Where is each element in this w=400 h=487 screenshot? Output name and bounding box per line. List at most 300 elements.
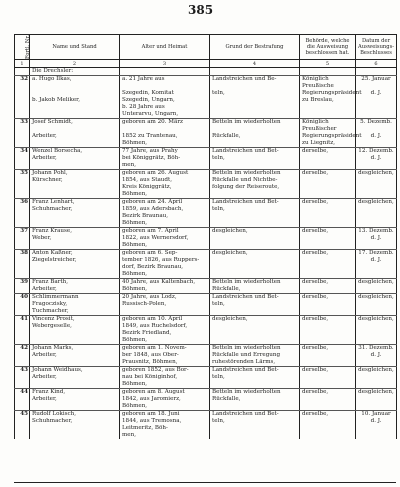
entry-number: 38 bbox=[15, 250, 30, 258]
table-row bbox=[15, 104, 397, 111]
entry-date: desgleichen, bbox=[356, 316, 397, 324]
entry-reason: Landstreichen und Bet- bbox=[210, 148, 300, 156]
entry-number bbox=[15, 374, 30, 381]
entry-date bbox=[356, 337, 397, 345]
table-row bbox=[15, 352, 397, 359]
entry-origin: Russisch-Polen, bbox=[120, 301, 210, 308]
entry-authority: derselbe, bbox=[300, 250, 356, 258]
entry-reason bbox=[210, 140, 300, 148]
table-row bbox=[15, 337, 397, 345]
entry-reason bbox=[210, 111, 300, 119]
entry-date: desgleichen, bbox=[356, 389, 397, 397]
table-row bbox=[15, 418, 397, 425]
entry-name bbox=[30, 111, 120, 119]
entry-name: Schlimmermann bbox=[30, 294, 120, 302]
entry-reason bbox=[210, 381, 300, 389]
entry-date: d. J. bbox=[356, 418, 397, 425]
table-row bbox=[15, 90, 397, 97]
entry-origin: a. 21 Jahre aus bbox=[120, 76, 210, 91]
entry-authority bbox=[300, 220, 356, 228]
entry-date bbox=[356, 330, 397, 337]
entry-reason: Landstreichen und Bet- bbox=[210, 294, 300, 302]
entry-date bbox=[356, 68, 397, 76]
entry-authority bbox=[300, 381, 356, 389]
entry-date: 5. Dezemb. bbox=[356, 119, 397, 134]
entry-number: 37 bbox=[15, 228, 30, 236]
entry-reason bbox=[210, 242, 300, 250]
entry-name bbox=[30, 104, 120, 111]
entry-name: Schuhmacher, bbox=[30, 418, 120, 425]
entry-name: Vincenz Prosit, bbox=[30, 316, 120, 324]
entry-name: Webergeselle, bbox=[30, 323, 120, 330]
table-row bbox=[15, 140, 397, 148]
entry-origin: Unterarvu, Ungarn, bbox=[120, 111, 210, 119]
entry-date bbox=[356, 220, 397, 228]
entry-number: 41 bbox=[15, 316, 30, 324]
entry-authority: derselbe, bbox=[300, 294, 356, 302]
entry-name: Wenzel Borsecha, bbox=[30, 148, 120, 156]
entry-name bbox=[30, 403, 120, 411]
entry-number bbox=[15, 68, 30, 76]
entry-date: 13. Dezemb. bbox=[356, 228, 397, 236]
entry-name: Franz Lenhart, bbox=[30, 199, 120, 207]
entry-date bbox=[356, 213, 397, 220]
entry-authority bbox=[300, 374, 356, 381]
entry-authority bbox=[300, 68, 356, 76]
table-row bbox=[15, 316, 397, 324]
entry-name: Weber, bbox=[30, 235, 120, 242]
entry-number bbox=[15, 191, 30, 199]
entry-number bbox=[15, 271, 30, 279]
entry-reason: Rückfalle, bbox=[210, 133, 300, 140]
entry-reason: Rückfalle, bbox=[210, 396, 300, 403]
entry-date bbox=[356, 140, 397, 148]
header-name: Name und Stand bbox=[30, 35, 120, 60]
entry-date bbox=[356, 359, 397, 367]
entry-origin: geboren am 26. August bbox=[120, 170, 210, 178]
entry-authority bbox=[300, 191, 356, 199]
entry-reason bbox=[210, 235, 300, 242]
entry-name bbox=[30, 162, 120, 170]
table-row bbox=[15, 133, 397, 140]
entry-number bbox=[15, 301, 30, 308]
entry-date: d. J. bbox=[356, 133, 397, 140]
expulsion-register-table bbox=[14, 34, 397, 439]
entry-origin: Böhmen, bbox=[120, 271, 210, 279]
table-row bbox=[15, 286, 397, 294]
header-authority: Behörde, welche die Ausweisung beschlossen hat. bbox=[300, 35, 356, 60]
entry-name bbox=[30, 242, 120, 250]
entry-authority bbox=[300, 425, 356, 432]
entry-number bbox=[15, 352, 30, 359]
table-row bbox=[15, 97, 397, 104]
column-number: 1 bbox=[15, 60, 30, 68]
entry-date bbox=[356, 308, 397, 316]
entry-number bbox=[15, 396, 30, 403]
entry-origin: geboren am 20. März bbox=[120, 119, 210, 134]
entry-origin: tember 1826, aus Ruppers- bbox=[120, 257, 210, 264]
entry-date: d. J. bbox=[356, 235, 397, 242]
table-row bbox=[15, 330, 397, 337]
entry-number bbox=[15, 381, 30, 389]
entry-reason: teln, bbox=[210, 374, 300, 381]
entry-number: 34 bbox=[15, 148, 30, 156]
entry-date bbox=[356, 432, 397, 439]
header-origin: Alter und Heimat bbox=[120, 35, 210, 60]
entry-authority bbox=[300, 162, 356, 170]
header-date: Datum der Ausweisungs-Beschlusses bbox=[356, 35, 397, 60]
entry-date: desgleichen, bbox=[356, 294, 397, 302]
entry-name bbox=[30, 90, 120, 97]
entry-number bbox=[15, 90, 30, 97]
entry-reason: teln, bbox=[210, 418, 300, 425]
entry-reason: Landstreichen und Be- bbox=[210, 76, 300, 91]
table-row bbox=[15, 199, 397, 207]
entry-number: 44 bbox=[15, 389, 30, 397]
entry-name bbox=[30, 184, 120, 191]
entry-name: Josef Schmidt, bbox=[30, 119, 120, 134]
table-row bbox=[15, 367, 397, 375]
entry-authority bbox=[300, 111, 356, 119]
entry-reason bbox=[210, 220, 300, 228]
entry-number: 43 bbox=[15, 367, 30, 375]
entry-date: 12. Dezemb. bbox=[356, 148, 397, 156]
entry-authority bbox=[300, 352, 356, 359]
entry-name bbox=[30, 140, 120, 148]
entry-authority bbox=[300, 337, 356, 345]
entry-origin: geboren am 6. Sep- bbox=[120, 250, 210, 258]
entry-reason bbox=[210, 425, 300, 432]
entry-reason: teln, bbox=[210, 206, 300, 213]
table-row bbox=[15, 184, 397, 191]
entry-date: d. J. bbox=[356, 352, 397, 359]
entry-authority: Königlich Preußischer bbox=[300, 119, 356, 134]
entry-origin: Prausnitz, Böhmen, bbox=[120, 359, 210, 367]
entry-reason bbox=[210, 191, 300, 199]
entry-number: 45 bbox=[15, 411, 30, 419]
entry-authority bbox=[300, 286, 356, 294]
entry-origin: Böhmen, bbox=[120, 140, 210, 148]
entry-number: 42 bbox=[15, 345, 30, 353]
entry-reason bbox=[210, 257, 300, 264]
entry-reason: Betteln im wiederholten bbox=[210, 345, 300, 353]
entry-authority: derselbe, bbox=[300, 389, 356, 397]
entry-origin: Böhmen, bbox=[120, 381, 210, 389]
entry-reason bbox=[210, 213, 300, 220]
entry-reason: Landstreichen und Bet- bbox=[210, 367, 300, 375]
table-row bbox=[15, 119, 397, 134]
table-row bbox=[15, 162, 397, 170]
entry-reason: teln, bbox=[210, 90, 300, 97]
entry-reason bbox=[210, 68, 300, 76]
table-row bbox=[15, 111, 397, 119]
page-number: 385 bbox=[188, 3, 214, 17]
table-row bbox=[15, 213, 397, 220]
entry-name: Franz Barth, bbox=[30, 279, 120, 287]
entry-number bbox=[15, 308, 30, 316]
entry-origin: Bezirk Friedland, bbox=[120, 330, 210, 337]
entry-authority bbox=[300, 271, 356, 279]
entry-number bbox=[15, 184, 30, 191]
entry-authority bbox=[300, 308, 356, 316]
table-row bbox=[15, 323, 397, 330]
entry-number bbox=[15, 104, 30, 111]
entry-reason bbox=[210, 97, 300, 104]
column-number: 6 bbox=[356, 60, 397, 68]
entry-date bbox=[356, 396, 397, 403]
entry-number bbox=[15, 286, 30, 294]
entry-origin: 20 Jahre, aus Lodz, bbox=[120, 294, 210, 302]
table-row bbox=[15, 432, 397, 439]
entry-date bbox=[356, 242, 397, 250]
entry-number: 32 bbox=[15, 76, 30, 91]
table-body bbox=[15, 68, 397, 440]
entry-name: Johann Marks, bbox=[30, 345, 120, 353]
table-row bbox=[15, 170, 397, 178]
table-row bbox=[15, 374, 397, 381]
table-row bbox=[15, 68, 397, 76]
entry-origin: men, bbox=[120, 162, 210, 170]
entry-number bbox=[15, 213, 30, 220]
entry-number bbox=[15, 264, 30, 271]
entry-name bbox=[30, 359, 120, 367]
entry-origin: 1849, aus Ruchelsdorf, bbox=[120, 323, 210, 330]
entry-name bbox=[30, 220, 120, 228]
entry-authority bbox=[300, 104, 356, 111]
table-row bbox=[15, 76, 397, 91]
table-row bbox=[15, 308, 397, 316]
entry-number bbox=[15, 257, 30, 264]
column-number: 4 bbox=[210, 60, 300, 68]
entry-date: d. J. bbox=[356, 90, 397, 97]
entry-authority: derselbe, bbox=[300, 170, 356, 178]
entry-authority bbox=[300, 184, 356, 191]
entry-reason bbox=[210, 308, 300, 316]
entry-origin: Böhmen, bbox=[120, 220, 210, 228]
header-nr: Fortl. Nr. bbox=[15, 35, 30, 60]
entry-date bbox=[356, 374, 397, 381]
entry-reason bbox=[210, 104, 300, 111]
entry-origin bbox=[120, 68, 210, 76]
entry-origin: ber 1848, aus Ober- bbox=[120, 352, 210, 359]
entry-number bbox=[15, 418, 30, 425]
entry-authority bbox=[300, 432, 356, 439]
entry-origin: geboren am 8. August bbox=[120, 389, 210, 397]
entry-origin: men, bbox=[120, 432, 210, 439]
entry-date: 31. Dezemb. bbox=[356, 345, 397, 353]
entry-name: Arbeiter, bbox=[30, 133, 120, 140]
entry-name bbox=[30, 432, 120, 439]
table-row bbox=[15, 381, 397, 389]
table-row bbox=[15, 235, 397, 242]
entry-authority: zu Liegnitz, bbox=[300, 140, 356, 148]
entry-date: d. J. bbox=[356, 257, 397, 264]
table-row bbox=[15, 411, 397, 419]
entry-reason: Rückfalle und Erregung bbox=[210, 352, 300, 359]
table-row bbox=[15, 403, 397, 411]
entry-date bbox=[356, 184, 397, 191]
entry-name: a. Hugo Ilkas, bbox=[30, 76, 120, 91]
entry-origin: geboren am 7. April bbox=[120, 228, 210, 236]
table-row bbox=[15, 279, 397, 287]
entry-number bbox=[15, 242, 30, 250]
entry-reason: ruhestörenden Lärms, bbox=[210, 359, 300, 367]
entry-reason bbox=[210, 323, 300, 330]
entry-name: Fragoczisky, bbox=[30, 301, 120, 308]
entry-origin: geboren am 24. April bbox=[120, 199, 210, 207]
entry-origin: 1852 zu Trantenau, bbox=[120, 133, 210, 140]
table-row bbox=[15, 250, 397, 258]
column-number: 2 bbox=[30, 60, 120, 68]
entry-reason: Betteln im wiederholten bbox=[210, 279, 300, 287]
table-row bbox=[15, 301, 397, 308]
entry-number bbox=[15, 162, 30, 170]
entry-authority bbox=[300, 359, 356, 367]
entry-reason: Landstreichen und Bet- bbox=[210, 199, 300, 207]
entry-authority: Regierungspräsident bbox=[300, 133, 356, 140]
entry-origin: geboren am 10. April bbox=[120, 316, 210, 324]
entry-reason bbox=[210, 432, 300, 439]
entry-authority: Regierungspräsident bbox=[300, 90, 356, 97]
entry-authority: Königlich Preußische bbox=[300, 76, 356, 91]
entry-reason bbox=[210, 264, 300, 271]
entry-number bbox=[15, 330, 30, 337]
entry-authority bbox=[300, 330, 356, 337]
table-row bbox=[15, 425, 397, 432]
entry-authority: derselbe, bbox=[300, 199, 356, 207]
entry-authority: derselbe, bbox=[300, 345, 356, 353]
entry-reason bbox=[210, 337, 300, 345]
entry-name bbox=[30, 213, 120, 220]
entry-authority bbox=[300, 403, 356, 411]
entry-name: Schuhmacher, bbox=[30, 206, 120, 213]
entry-number bbox=[15, 359, 30, 367]
entry-number bbox=[15, 403, 30, 411]
entry-name: Franz Kind, bbox=[30, 389, 120, 397]
entry-origin: 1842, aus Jaromierz, bbox=[120, 396, 210, 403]
entry-origin: b. 28 Jahre aus bbox=[120, 104, 210, 111]
entry-origin: 1854, aus Staudt, bbox=[120, 177, 210, 184]
entry-reason: Rückfalle, bbox=[210, 286, 300, 294]
entry-date bbox=[356, 177, 397, 184]
table-bottom-rule bbox=[14, 482, 396, 483]
entry-origin: bei Königgrätz, Böh- bbox=[120, 155, 210, 162]
entry-name: Johann Pohl, bbox=[30, 170, 120, 178]
entry-date: desgleichen, bbox=[356, 199, 397, 207]
entry-origin: nau bei Königinhof, bbox=[120, 374, 210, 381]
entry-name: Rudolf Lokisch, bbox=[30, 411, 120, 419]
table-row bbox=[15, 389, 397, 397]
entry-name: Arbeiter, bbox=[30, 396, 120, 403]
entry-reason: Landstreichen und Bet- bbox=[210, 411, 300, 419]
entry-date bbox=[356, 264, 397, 271]
entry-name: Tuchmacher, bbox=[30, 308, 120, 316]
entry-date: 25. Januar bbox=[356, 76, 397, 91]
entry-date bbox=[356, 97, 397, 104]
entry-date bbox=[356, 403, 397, 411]
table-row bbox=[15, 271, 397, 279]
entry-name bbox=[30, 337, 120, 345]
entry-date bbox=[356, 191, 397, 199]
entry-authority bbox=[300, 264, 356, 271]
entry-number bbox=[15, 155, 30, 162]
table-row bbox=[15, 294, 397, 302]
entry-reason: desgleichen, bbox=[210, 250, 300, 258]
entry-name: Die Drechsler: bbox=[30, 68, 120, 76]
entry-number: 39 bbox=[15, 279, 30, 287]
entry-name bbox=[30, 330, 120, 337]
entry-date bbox=[356, 104, 397, 111]
entry-number bbox=[15, 97, 30, 104]
entry-number bbox=[15, 337, 30, 345]
table-row bbox=[15, 228, 397, 236]
entry-date bbox=[356, 286, 397, 294]
entry-reason: Betteln im wiederholten bbox=[210, 119, 300, 134]
entry-origin: 1822, aus Wernersdorf, bbox=[120, 235, 210, 242]
entry-reason: teln, bbox=[210, 155, 300, 162]
entry-name: Anton Kaßner, bbox=[30, 250, 120, 258]
entry-date bbox=[356, 425, 397, 432]
table-row bbox=[15, 396, 397, 403]
entry-name: Arbeiter, bbox=[30, 155, 120, 162]
entry-name: Ziegelstreicher, bbox=[30, 257, 120, 264]
entry-number bbox=[15, 323, 30, 330]
entry-name bbox=[30, 191, 120, 199]
header-row bbox=[15, 35, 397, 60]
entry-date bbox=[356, 381, 397, 389]
entry-number bbox=[15, 177, 30, 184]
entry-name bbox=[30, 271, 120, 279]
entry-reason: Betteln im wiederholten bbox=[210, 170, 300, 178]
entry-reason bbox=[210, 330, 300, 337]
table-row bbox=[15, 191, 397, 199]
entry-date bbox=[356, 206, 397, 213]
entry-authority: derselbe, bbox=[300, 411, 356, 419]
entry-authority: derselbe, bbox=[300, 148, 356, 156]
entry-origin: 40 Jahre, aus Kaltenbach, bbox=[120, 279, 210, 287]
entry-origin: Leitmeritz, Böh- bbox=[120, 425, 210, 432]
entry-authority bbox=[300, 235, 356, 242]
entry-origin: geboren 1852, aus Bor- bbox=[120, 367, 210, 375]
entry-authority bbox=[300, 155, 356, 162]
entry-name bbox=[30, 425, 120, 432]
entry-authority: zu Breslau, bbox=[300, 97, 356, 104]
entry-date: desgleichen, bbox=[356, 170, 397, 178]
entry-reason: desgleichen, bbox=[210, 228, 300, 236]
entry-authority bbox=[300, 323, 356, 330]
entry-date bbox=[356, 301, 397, 308]
table-row bbox=[15, 206, 397, 213]
entry-origin: Szegedin, Komitat bbox=[120, 90, 210, 97]
entry-origin: 1859, aus Adersbach, bbox=[120, 206, 210, 213]
entry-reason: teln, bbox=[210, 301, 300, 308]
entry-authority bbox=[300, 257, 356, 264]
entry-number: 36 bbox=[15, 199, 30, 207]
table-row bbox=[15, 148, 397, 156]
entry-number bbox=[15, 111, 30, 119]
entry-authority: derselbe, bbox=[300, 279, 356, 287]
entry-origin: Bezirk Braunau, bbox=[120, 213, 210, 220]
entry-authority: derselbe, bbox=[300, 367, 356, 375]
table-row bbox=[15, 220, 397, 228]
entry-origin: 77 Jahre, aus Prahy bbox=[120, 148, 210, 156]
entry-date: d. J. bbox=[356, 155, 397, 162]
entry-origin: geboren am 18. Juni bbox=[120, 411, 210, 419]
entry-origin: Böhmen, bbox=[120, 337, 210, 345]
entry-name: Arbeiter, bbox=[30, 352, 120, 359]
table-row bbox=[15, 257, 397, 264]
table-row bbox=[15, 242, 397, 250]
